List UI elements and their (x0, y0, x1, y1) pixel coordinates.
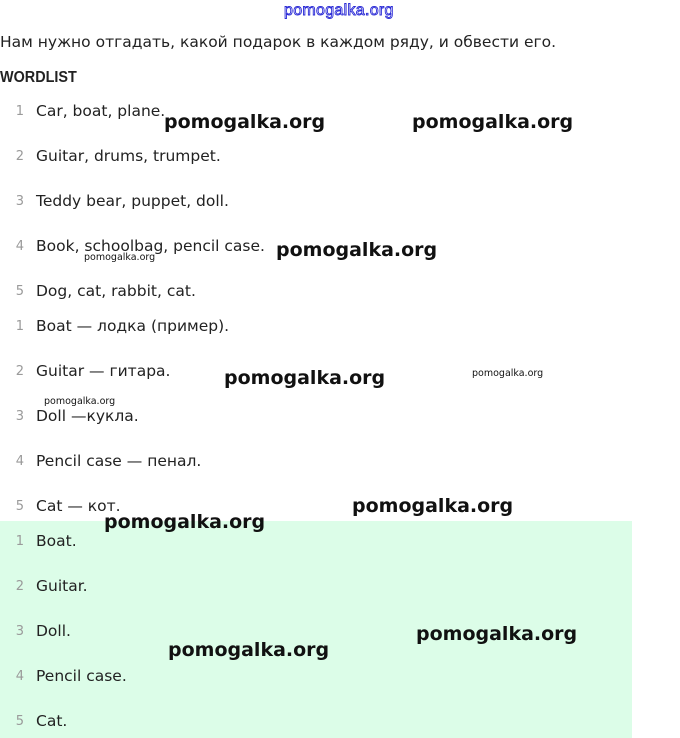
item-number: 5 (15, 283, 24, 299)
item-number: 3 (15, 408, 24, 424)
watermark: pomogalka.org (416, 623, 578, 645)
wordlist-heading: WORDLIST (0, 69, 77, 86)
item-number: 1 (15, 318, 24, 334)
item-text: Guitar — гитара. (36, 362, 171, 380)
item-number: 4 (15, 238, 24, 254)
item-text: Book, schoolbag, pencil case. (36, 237, 265, 255)
item-number: 5 (15, 713, 24, 729)
watermark: pomogalka.org (84, 252, 156, 263)
item-number: 5 (15, 498, 24, 514)
watermark: pomogalka.org (164, 111, 326, 133)
watermark: pomogalka.org (352, 495, 514, 517)
watermark: pomogalka.org (104, 511, 266, 533)
item-text: Doll —кукла. (36, 407, 139, 425)
item-number: 4 (15, 668, 24, 684)
task-instruction: Нам нужно отгадать, какой подарок в каждом ряду, и обвести его. (0, 33, 557, 51)
answer-item (0, 527, 632, 555)
watermark: pomogalka.org (44, 396, 116, 407)
item-text: Teddy bear, puppet, doll. (36, 192, 229, 210)
item-text: Guitar. (36, 577, 88, 595)
item-text: Doll. (36, 622, 71, 640)
wordlist-item (0, 142, 632, 170)
wordlist-item (0, 232, 632, 260)
item-text: Boat. (36, 532, 77, 550)
item-text: Cat — кот. (36, 497, 121, 515)
answer-item (0, 572, 632, 600)
wordlist-item (0, 187, 632, 215)
answer-item (0, 662, 632, 690)
item-text: Guitar, drums, trumpet. (36, 147, 221, 165)
wordlist-item (0, 97, 632, 125)
translation-item (0, 492, 632, 520)
site-logo[interactable]: pomogalka.org (284, 2, 394, 19)
item-number: 1 (15, 533, 24, 549)
item-number: 2 (15, 578, 24, 594)
answer-item (0, 617, 632, 645)
translation-item (0, 402, 632, 430)
item-text: Pencil case. (36, 667, 127, 685)
wordlist-item (0, 277, 632, 305)
item-number: 3 (15, 623, 24, 639)
translation-item (0, 312, 632, 340)
item-text: Pencil case — пенал. (36, 452, 202, 470)
watermark: pomogalka.org (412, 111, 574, 133)
item-text: Dog, cat, rabbit, cat. (36, 282, 196, 300)
watermark: pomogalka.org (472, 368, 544, 379)
item-number: 1 (15, 103, 24, 119)
watermark: pomogalka.org (168, 639, 330, 661)
item-number: 3 (15, 193, 24, 209)
answer-item (0, 707, 632, 735)
watermark: pomogalka.org (224, 367, 386, 389)
item-number: 4 (15, 453, 24, 469)
translation-item (0, 447, 632, 475)
item-text: Cat. (36, 712, 68, 730)
item-number: 2 (15, 148, 24, 164)
item-text: Boat — лодка (пример). (36, 317, 230, 335)
item-number: 2 (15, 363, 24, 379)
watermark: pomogalka.org (276, 239, 438, 261)
translation-item (0, 357, 632, 385)
item-text: Car, boat, plane. (36, 102, 166, 120)
